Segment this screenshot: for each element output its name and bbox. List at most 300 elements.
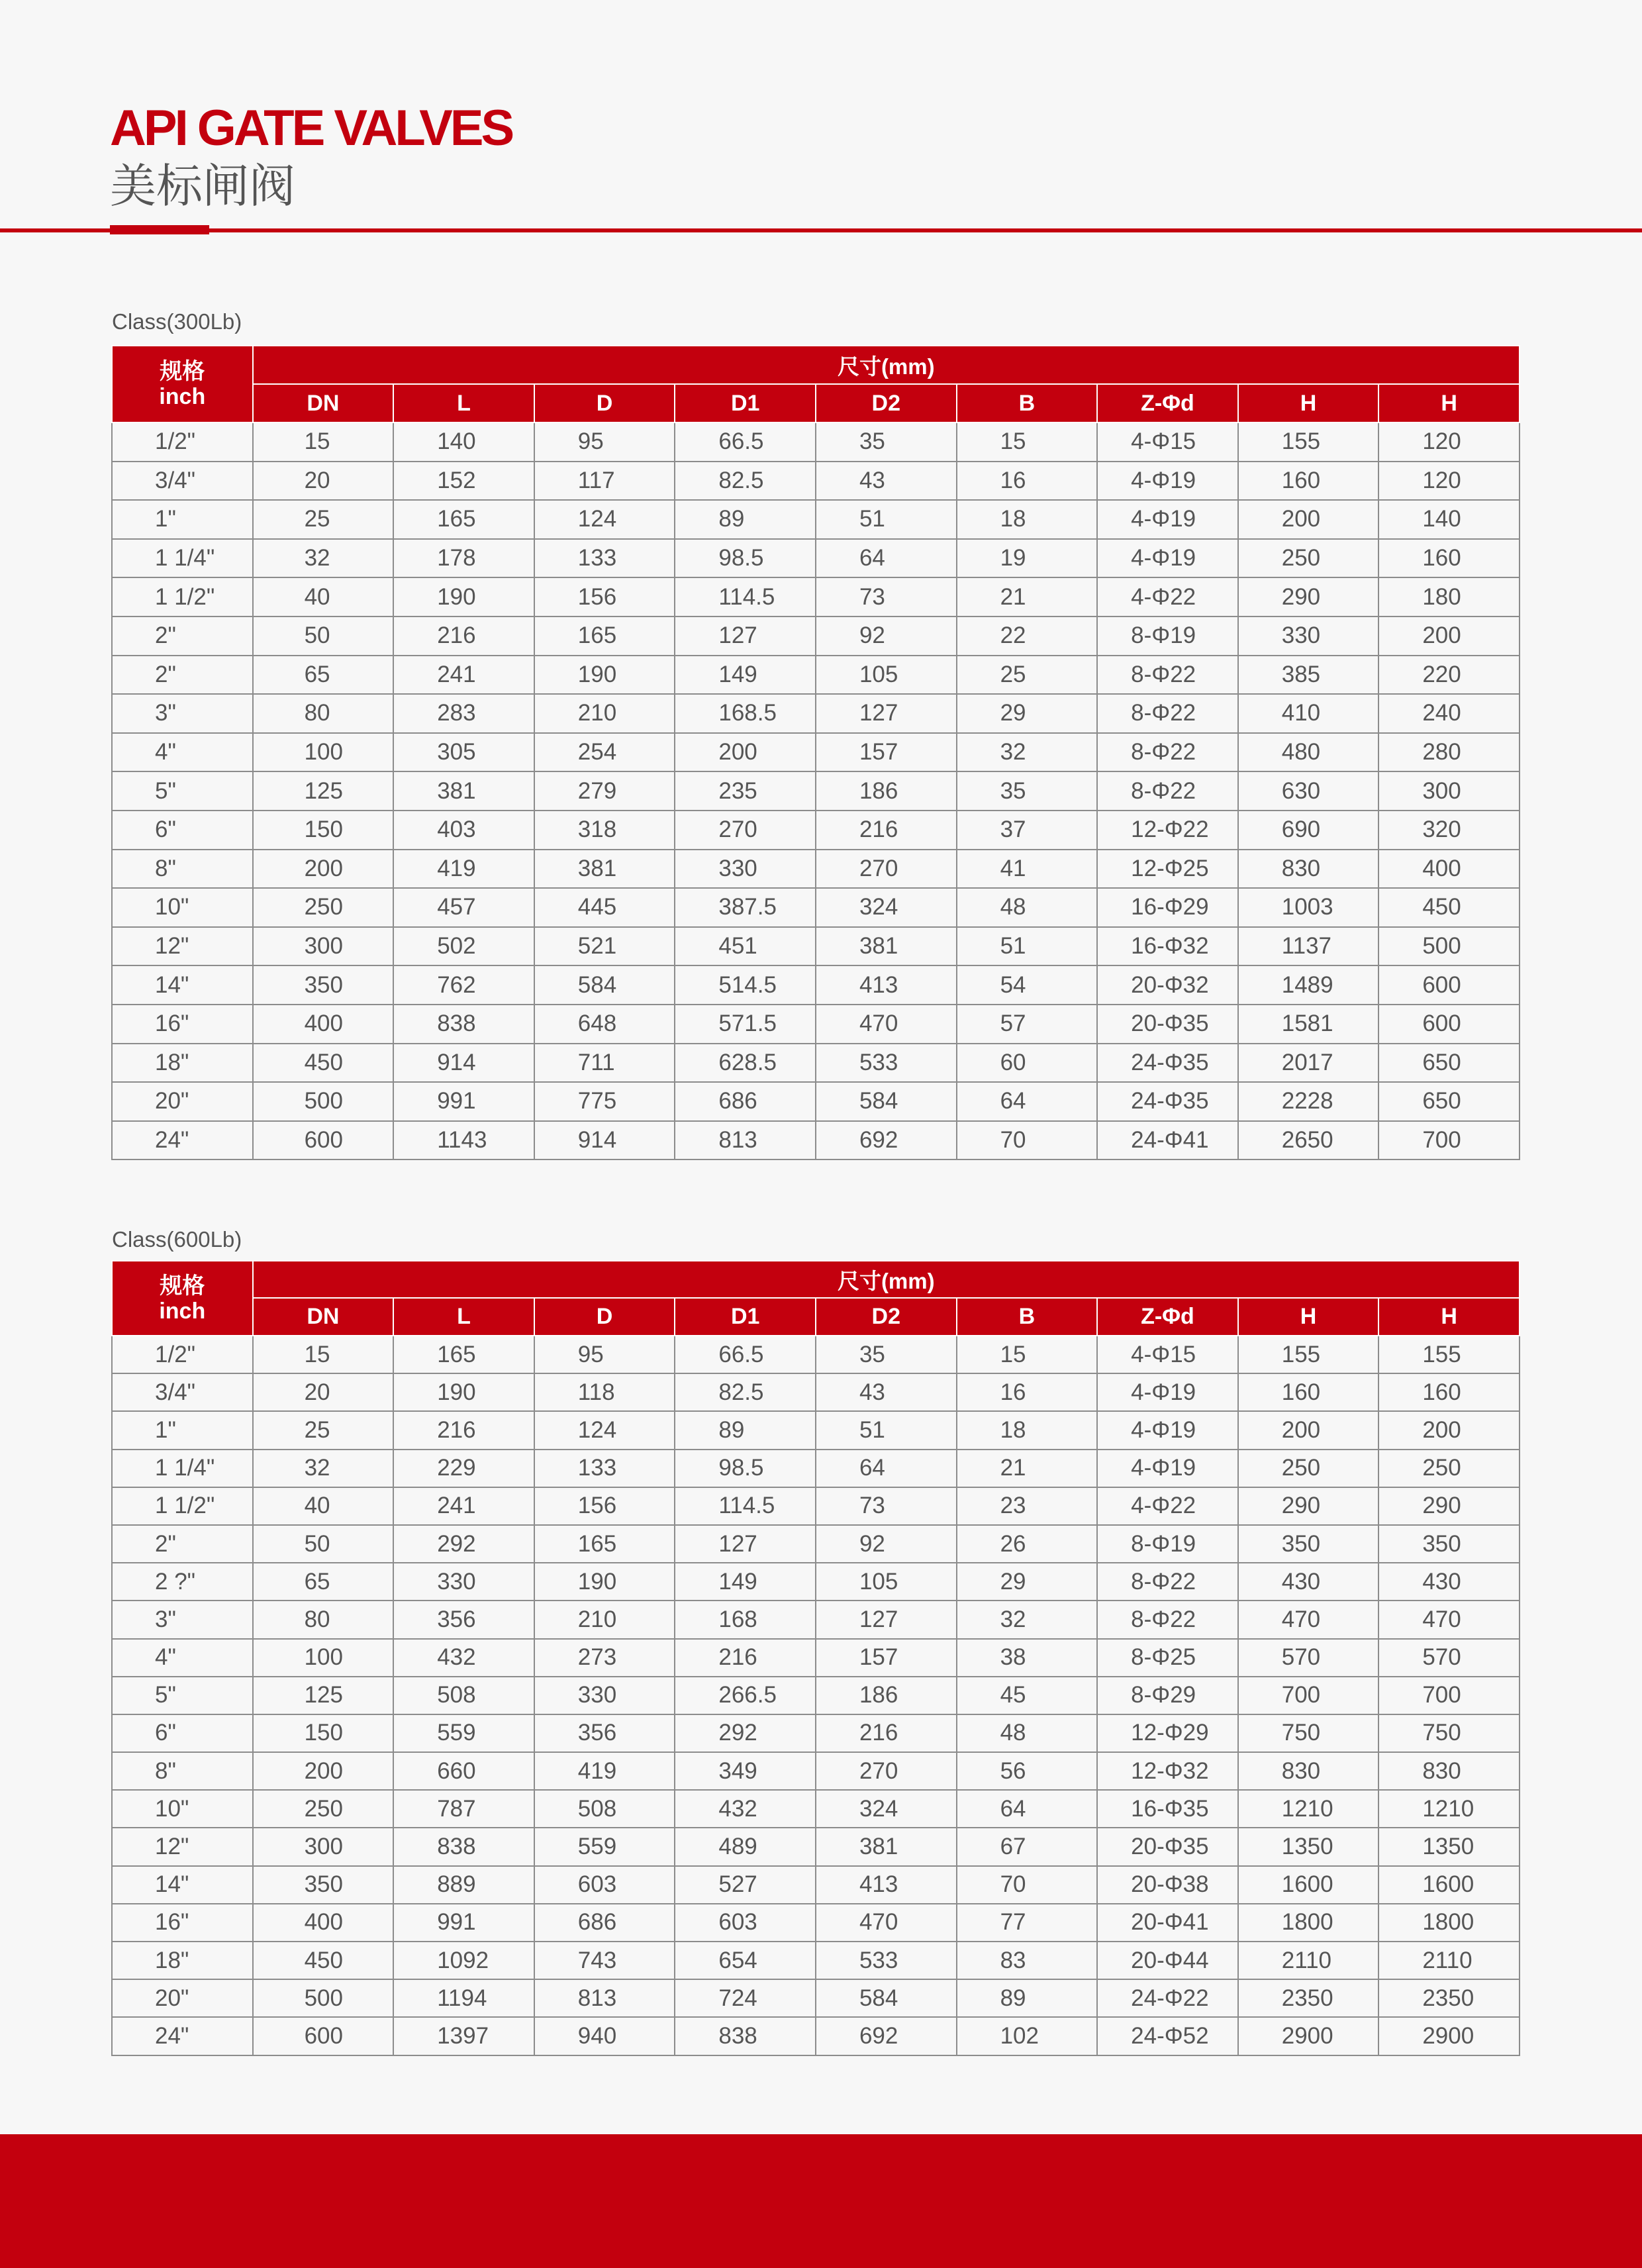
cell-h: 155	[1238, 422, 1379, 462]
cell-b: 102	[957, 2017, 1098, 2055]
cell-size: 14"	[112, 965, 253, 1005]
cell-h-2: 500	[1378, 927, 1520, 966]
cell-h: 385	[1238, 656, 1379, 695]
class-300-label: Class(300Lb)	[112, 309, 242, 334]
cell-h-2: 120	[1378, 422, 1520, 462]
cell-h-2: 650	[1378, 1044, 1520, 1083]
cell-d2: 584	[816, 1979, 957, 2017]
cell-l: 991	[393, 1082, 534, 1121]
cell-h: 2228	[1238, 1082, 1379, 1121]
cell-size: 1 1/2"	[112, 1487, 253, 1525]
cell-h-2: 280	[1378, 733, 1520, 772]
table-row	[112, 616, 1520, 656]
cell-d2: 105	[816, 1563, 957, 1601]
cell-d1: 114.5	[675, 1487, 816, 1525]
cell-d2: 51	[816, 500, 957, 539]
cell-dn: 80	[253, 1601, 394, 1638]
cell-b: 56	[957, 1752, 1098, 1790]
cell-b: 64	[957, 1082, 1098, 1121]
cell-d1: 98.5	[675, 1450, 816, 1487]
cell-d2: 270	[816, 1752, 957, 1790]
cell-d2: 324	[816, 888, 957, 927]
cell-z-phi-d: 12-Φ22	[1097, 811, 1238, 850]
cell-dn: 100	[253, 733, 394, 772]
cell-b: 54	[957, 965, 1098, 1005]
cell-d: 445	[534, 888, 675, 927]
col-header-l: L	[393, 384, 534, 422]
cell-dn: 200	[253, 850, 394, 889]
cell-l: 190	[393, 577, 534, 616]
cell-d1: 114.5	[675, 577, 816, 616]
cell-size: 6"	[112, 1714, 253, 1752]
cell-z-phi-d: 24-Φ35	[1097, 1044, 1238, 1083]
cell-h-2: 250	[1378, 1450, 1520, 1487]
cell-dn: 32	[253, 539, 394, 578]
cell-b: 89	[957, 1979, 1098, 2017]
footer-band	[0, 2134, 1642, 2268]
cell-size: 1 1/2"	[112, 577, 253, 616]
table-row	[112, 1121, 1520, 1160]
cell-size: 6"	[112, 811, 253, 850]
cell-d2: 64	[816, 1450, 957, 1487]
dimensions-header: 尺寸(mm)	[253, 346, 1520, 384]
cell-b: 18	[957, 1411, 1098, 1449]
cell-l: 190	[393, 1373, 534, 1411]
cell-z-phi-d: 16-Φ29	[1097, 888, 1238, 927]
cell-d2: 692	[816, 2017, 957, 2055]
cell-h: 330	[1238, 616, 1379, 656]
cell-h-2: 200	[1378, 616, 1520, 656]
size-header	[112, 346, 253, 422]
cell-dn: 125	[253, 1677, 394, 1714]
cell-h-2: 400	[1378, 850, 1520, 889]
cell-b: 29	[957, 694, 1098, 733]
cell-d: 813	[534, 1979, 675, 2017]
table-row	[112, 965, 1520, 1005]
cell-d1: 127	[675, 1525, 816, 1563]
cell-d2: 216	[816, 811, 957, 850]
col-header-d2: D2	[816, 1298, 957, 1336]
cell-dn: 600	[253, 1121, 394, 1160]
cell-z-phi-d: 8-Φ25	[1097, 1639, 1238, 1677]
cell-z-phi-d: 12-Φ25	[1097, 850, 1238, 889]
cell-z-phi-d: 4-Φ19	[1097, 500, 1238, 539]
table-row	[112, 656, 1520, 695]
cell-h-2: 180	[1378, 577, 1520, 616]
cell-l: 1092	[393, 1942, 534, 1979]
table-row	[112, 1373, 1520, 1411]
cell-d: 156	[534, 577, 675, 616]
table-row	[112, 422, 1520, 462]
col-header-dn: DN	[253, 384, 394, 422]
table-row	[112, 1450, 1520, 1487]
cell-z-phi-d: 20-Φ35	[1097, 1828, 1238, 1865]
cell-d1: 349	[675, 1752, 816, 1790]
cell-d1: 654	[675, 1942, 816, 1979]
cell-d1: 127	[675, 616, 816, 656]
cell-l: 283	[393, 694, 534, 733]
cell-h: 1600	[1238, 1866, 1379, 1904]
table-row	[112, 771, 1520, 811]
cell-d2: 470	[816, 1904, 957, 1942]
cell-dn: 15	[253, 422, 394, 462]
cell-d1: 813	[675, 1121, 816, 1160]
cell-dn: 20	[253, 462, 394, 501]
table-row	[112, 1828, 1520, 1865]
cell-d1: 451	[675, 927, 816, 966]
cell-h-2: 320	[1378, 811, 1520, 850]
cell-size: 3"	[112, 1601, 253, 1638]
cell-h: 2110	[1238, 1942, 1379, 1979]
header-rule	[0, 228, 1642, 232]
cell-h: 570	[1238, 1639, 1379, 1677]
cell-h-2: 700	[1378, 1677, 1520, 1714]
cell-dn: 400	[253, 1904, 394, 1942]
cell-l: 660	[393, 1752, 534, 1790]
cell-h: 1800	[1238, 1904, 1379, 1942]
cell-z-phi-d: 4-Φ19	[1097, 1411, 1238, 1449]
table-row	[112, 1639, 1520, 1677]
cell-dn: 150	[253, 811, 394, 850]
cell-h: 1489	[1238, 965, 1379, 1005]
col-header-z-phi-d: Z-Φd	[1097, 384, 1238, 422]
cell-h: 2017	[1238, 1044, 1379, 1083]
table-row	[112, 888, 1520, 927]
cell-l: 508	[393, 1677, 534, 1714]
cell-d2: 186	[816, 1677, 957, 1714]
cell-d: 117	[534, 462, 675, 501]
cell-dn: 40	[253, 577, 394, 616]
cell-b: 23	[957, 1487, 1098, 1525]
cell-h: 410	[1238, 694, 1379, 733]
cell-h-2: 290	[1378, 1487, 1520, 1525]
cell-size: 2"	[112, 656, 253, 695]
cell-size: 1"	[112, 500, 253, 539]
cell-b: 60	[957, 1044, 1098, 1083]
cell-b: 22	[957, 616, 1098, 656]
cell-d2: 157	[816, 733, 957, 772]
cell-d1: 168	[675, 1601, 816, 1638]
cell-b: 45	[957, 1677, 1098, 1714]
cell-l: 914	[393, 1044, 534, 1083]
cell-l: 889	[393, 1866, 534, 1904]
cell-d: 521	[534, 927, 675, 966]
cell-l: 1194	[393, 1979, 534, 2017]
cell-l: 140	[393, 422, 534, 462]
cell-l: 1397	[393, 2017, 534, 2055]
col-header-h-2: H	[1378, 1298, 1520, 1336]
cell-l: 403	[393, 811, 534, 850]
cell-z-phi-d: 4-Φ22	[1097, 1487, 1238, 1525]
cell-h-2: 450	[1378, 888, 1520, 927]
cell-h: 1210	[1238, 1790, 1379, 1828]
cell-d1: 216	[675, 1639, 816, 1677]
cell-size: 5"	[112, 771, 253, 811]
cell-d1: 168.5	[675, 694, 816, 733]
cell-h: 1581	[1238, 1005, 1379, 1044]
cell-z-phi-d: 8-Φ22	[1097, 1563, 1238, 1601]
cell-h: 155	[1238, 1336, 1379, 1373]
cell-d2: 692	[816, 1121, 957, 1160]
cell-b: 77	[957, 1904, 1098, 1942]
cell-h-2: 650	[1378, 1082, 1520, 1121]
cell-d1: 603	[675, 1904, 816, 1942]
cell-d1: 628.5	[675, 1044, 816, 1083]
cell-size: 16"	[112, 1005, 253, 1044]
table-row	[112, 1005, 1520, 1044]
page-title: API GATE VALVES	[110, 100, 512, 156]
cell-h-2: 750	[1378, 1714, 1520, 1752]
col-header-b: B	[957, 384, 1098, 422]
cell-d: 940	[534, 2017, 675, 2055]
cell-dn: 25	[253, 1411, 394, 1449]
cell-d1: 66.5	[675, 422, 816, 462]
cell-d1: 514.5	[675, 965, 816, 1005]
cell-d2: 127	[816, 694, 957, 733]
cell-d: 124	[534, 1411, 675, 1449]
cell-h-2: 160	[1378, 1373, 1520, 1411]
cell-d: 508	[534, 1790, 675, 1828]
cell-d1: 292	[675, 1714, 816, 1752]
cell-size: 8"	[112, 1752, 253, 1790]
cell-d1: 82.5	[675, 1373, 816, 1411]
cell-z-phi-d: 8-Φ22	[1097, 656, 1238, 695]
cell-z-phi-d: 8-Φ22	[1097, 733, 1238, 772]
cell-h: 250	[1238, 539, 1379, 578]
cell-h-2: 350	[1378, 1525, 1520, 1563]
col-header-h: H	[1238, 1298, 1379, 1336]
cell-b: 21	[957, 1450, 1098, 1487]
cell-z-phi-d: 4-Φ22	[1097, 577, 1238, 616]
cell-size: 12"	[112, 1828, 253, 1865]
cell-d: 190	[534, 1563, 675, 1601]
cell-h-2: 300	[1378, 771, 1520, 811]
cell-size: 5"	[112, 1677, 253, 1714]
cell-d2: 127	[816, 1601, 957, 1638]
col-header-d: D	[534, 384, 675, 422]
cell-z-phi-d: 8-Φ22	[1097, 694, 1238, 733]
cell-b: 70	[957, 1121, 1098, 1160]
cell-b: 70	[957, 1866, 1098, 1904]
cell-h: 2900	[1238, 2017, 1379, 2055]
cell-d2: 157	[816, 1639, 957, 1677]
cell-h-2: 570	[1378, 1639, 1520, 1677]
cell-dn: 450	[253, 1942, 394, 1979]
cell-l: 1143	[393, 1121, 534, 1160]
cell-h-2: 1800	[1378, 1904, 1520, 1942]
cell-dn: 125	[253, 771, 394, 811]
table-row	[112, 1525, 1520, 1563]
cell-d2: 324	[816, 1790, 957, 1828]
cell-h: 630	[1238, 771, 1379, 811]
cell-size: 10"	[112, 888, 253, 927]
cell-dn: 500	[253, 1082, 394, 1121]
table-row	[112, 694, 1520, 733]
cell-b: 41	[957, 850, 1098, 889]
cell-dn: 350	[253, 1866, 394, 1904]
col-header-d2: D2	[816, 384, 957, 422]
cell-l: 229	[393, 1450, 534, 1487]
cell-dn: 80	[253, 694, 394, 733]
cell-h: 200	[1238, 1411, 1379, 1449]
cell-d: 330	[534, 1677, 675, 1714]
cell-h: 160	[1238, 462, 1379, 501]
table-row	[112, 1866, 1520, 1904]
col-header-h: H	[1238, 384, 1379, 422]
cell-l: 330	[393, 1563, 534, 1601]
cell-size: 24"	[112, 2017, 253, 2055]
cell-b: 67	[957, 1828, 1098, 1865]
page-subtitle-cn: 美标闸阀	[110, 159, 295, 213]
cell-h: 1003	[1238, 888, 1379, 927]
cell-d2: 73	[816, 1487, 957, 1525]
cell-l: 152	[393, 462, 534, 501]
cell-dn: 40	[253, 1487, 394, 1525]
cell-b: 19	[957, 539, 1098, 578]
cell-d: 559	[534, 1828, 675, 1865]
cell-h-2: 2350	[1378, 1979, 1520, 2017]
cell-z-phi-d: 20-Φ35	[1097, 1005, 1238, 1044]
cell-d: 356	[534, 1714, 675, 1752]
cell-h-2: 220	[1378, 656, 1520, 695]
cell-l: 178	[393, 539, 534, 578]
cell-d1: 571.5	[675, 1005, 816, 1044]
cell-d: 124	[534, 500, 675, 539]
cell-l: 457	[393, 888, 534, 927]
cell-d: 190	[534, 656, 675, 695]
cell-d: 603	[534, 1866, 675, 1904]
cell-z-phi-d: 4-Φ19	[1097, 462, 1238, 501]
class-300-table	[111, 345, 1520, 1160]
cell-d: 279	[534, 771, 675, 811]
table-row	[112, 500, 1520, 539]
cell-d1: 432	[675, 1790, 816, 1828]
cell-z-phi-d: 24-Φ52	[1097, 2017, 1238, 2055]
cell-h: 430	[1238, 1563, 1379, 1601]
table-row	[112, 733, 1520, 772]
size-header-cn: 规格	[160, 1273, 205, 1299]
cell-b: 29	[957, 1563, 1098, 1601]
cell-b: 32	[957, 1601, 1098, 1638]
cell-d1: 270	[675, 811, 816, 850]
cell-dn: 25	[253, 500, 394, 539]
cell-d2: 92	[816, 1525, 957, 1563]
cell-dn: 450	[253, 1044, 394, 1083]
cell-b: 15	[957, 1336, 1098, 1373]
cell-dn: 200	[253, 1752, 394, 1790]
cell-d1: 82.5	[675, 462, 816, 501]
cell-h: 350	[1238, 1525, 1379, 1563]
size-header-cn: 规格	[160, 359, 205, 384]
cell-d: 133	[534, 539, 675, 578]
cell-d: 775	[534, 1082, 675, 1121]
cell-h-2: 1210	[1378, 1790, 1520, 1828]
cell-d2: 73	[816, 577, 957, 616]
cell-d: 95	[534, 422, 675, 462]
table-row	[112, 1563, 1520, 1601]
cell-size: 14"	[112, 1866, 253, 1904]
cell-h: 470	[1238, 1601, 1379, 1638]
cell-d2: 533	[816, 1044, 957, 1083]
cell-l: 991	[393, 1904, 534, 1942]
cell-d2: 470	[816, 1005, 957, 1044]
cell-b: 57	[957, 1005, 1098, 1044]
cell-d: 419	[534, 1752, 675, 1790]
cell-b: 15	[957, 422, 1098, 462]
cell-h: 1137	[1238, 927, 1379, 966]
cell-d: 156	[534, 1487, 675, 1525]
cell-h-2: 1600	[1378, 1866, 1520, 1904]
cell-h: 160	[1238, 1373, 1379, 1411]
cell-l: 787	[393, 1790, 534, 1828]
cell-size: 8"	[112, 850, 253, 889]
col-header-z-phi-d: Z-Φd	[1097, 1298, 1238, 1336]
cell-z-phi-d: 8-Φ19	[1097, 616, 1238, 656]
cell-d2: 216	[816, 1714, 957, 1752]
table-row	[112, 1979, 1520, 2017]
size-header	[112, 1261, 253, 1336]
cell-l: 762	[393, 965, 534, 1005]
cell-d1: 489	[675, 1828, 816, 1865]
cell-size: 3/4"	[112, 462, 253, 501]
cell-d2: 35	[816, 1336, 957, 1373]
table-row	[112, 1601, 1520, 1638]
cell-z-phi-d: 8-Φ22	[1097, 1601, 1238, 1638]
cell-h: 830	[1238, 1752, 1379, 1790]
cell-h: 480	[1238, 733, 1379, 772]
cell-h-2: 155	[1378, 1336, 1520, 1373]
cell-l: 216	[393, 616, 534, 656]
cell-l: 216	[393, 1411, 534, 1449]
cell-z-phi-d: 4-Φ19	[1097, 1450, 1238, 1487]
cell-d2: 381	[816, 927, 957, 966]
cell-z-phi-d: 20-Φ41	[1097, 1904, 1238, 1942]
col-header-d1: D1	[675, 384, 816, 422]
cell-d: 210	[534, 694, 675, 733]
cell-l: 305	[393, 733, 534, 772]
cell-z-phi-d: 16-Φ32	[1097, 927, 1238, 966]
cell-size: 1/2"	[112, 1336, 253, 1373]
cell-size: 20"	[112, 1979, 253, 2017]
cell-dn: 400	[253, 1005, 394, 1044]
cell-size: 10"	[112, 1790, 253, 1828]
cell-z-phi-d: 4-Φ15	[1097, 1336, 1238, 1373]
cell-d2: 413	[816, 1866, 957, 1904]
table-row	[112, 1752, 1520, 1790]
col-header-h-2: H	[1378, 384, 1520, 422]
table-row	[112, 462, 1520, 501]
cell-h-2: 160	[1378, 539, 1520, 578]
cell-d1: 89	[675, 1411, 816, 1449]
cell-d1: 66.5	[675, 1336, 816, 1373]
cell-l: 419	[393, 850, 534, 889]
cell-d: 133	[534, 1450, 675, 1487]
cell-d: 686	[534, 1904, 675, 1942]
cell-size: 1 1/4"	[112, 1450, 253, 1487]
cell-size: 18"	[112, 1044, 253, 1083]
cell-size: 18"	[112, 1942, 253, 1979]
cell-size: 1/2"	[112, 422, 253, 462]
cell-size: 4"	[112, 1639, 253, 1677]
cell-l: 432	[393, 1639, 534, 1677]
cell-d2: 105	[816, 656, 957, 695]
cell-size: 12"	[112, 927, 253, 966]
table-row	[112, 1411, 1520, 1449]
cell-dn: 300	[253, 1828, 394, 1865]
cell-l: 165	[393, 1336, 534, 1373]
table-row	[112, 1677, 1520, 1714]
cell-size: 4"	[112, 733, 253, 772]
